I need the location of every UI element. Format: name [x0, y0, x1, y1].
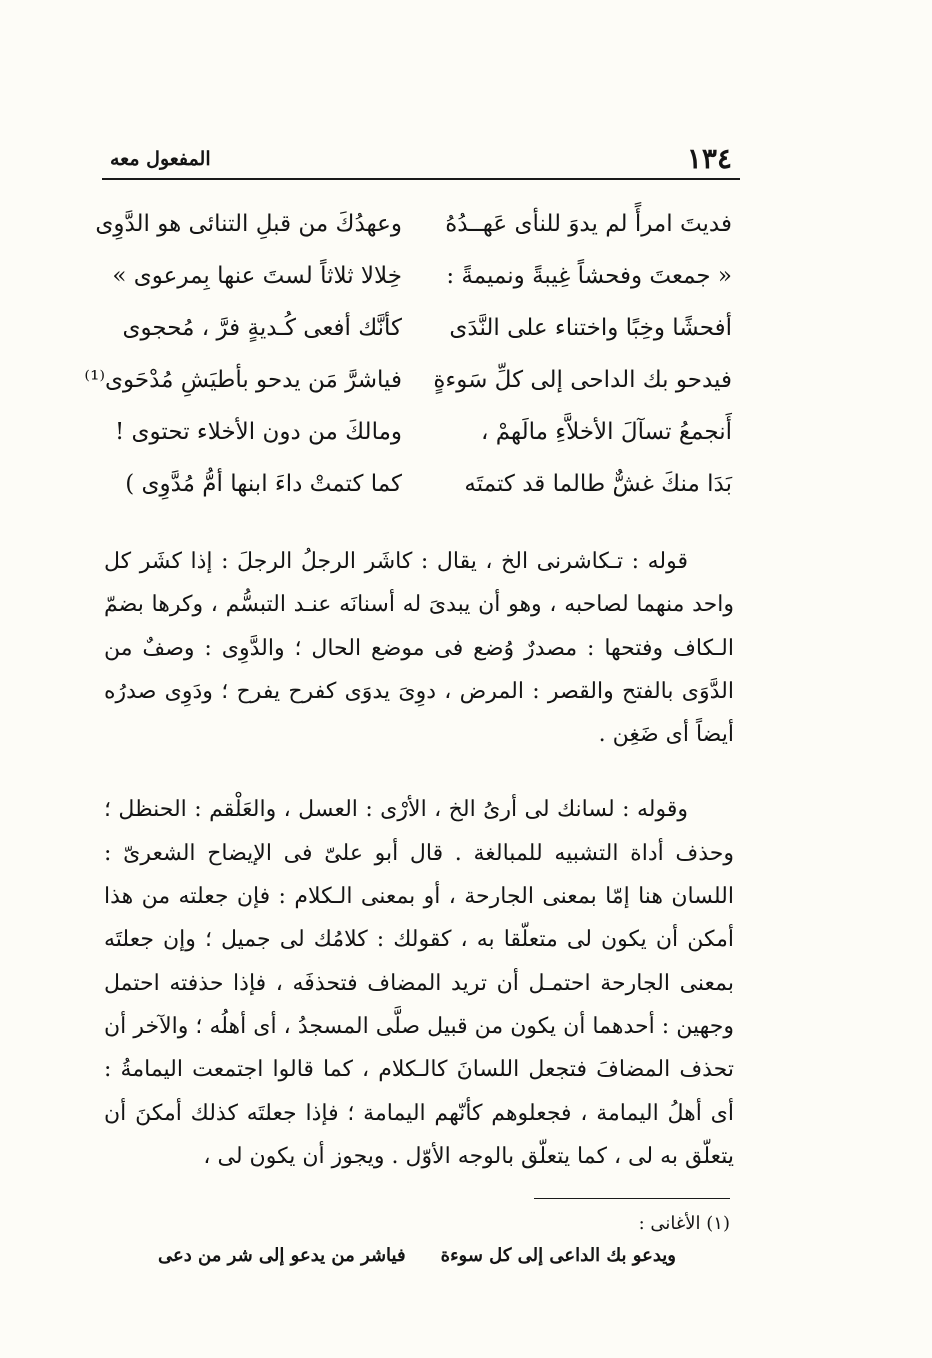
- verse-second-hemistich: خِلالا ثلاثاً لستَ عنها بِمرعوى »: [112, 263, 402, 289]
- page-header: [102, 138, 740, 180]
- footnote-second-hemistich: فياشر من يدعو إلى شر من دعى: [158, 1245, 406, 1266]
- running-title: المفعول معه: [110, 148, 211, 170]
- verse-second-hemistich: فياشرَّ مَن يدحو بأطيَشِ مُدْحَوى⁽¹⁾: [84, 367, 402, 393]
- commentary-text: [104, 540, 734, 1210]
- verse-first-hemistich: أفحشًا وخِبًا واختناء على النَّدَى: [449, 315, 732, 341]
- commentary-paragraph: قوله : تـكاشرنى الخ ، يقال : كاشَر الرجلُ الرجلَ : إذا كشَر كل واحد منهما لصاحبه ، وهو أن يبدىَ له أسنانَه عنـد التبسُّم ، وكرها بضمّ الـكاف وفتحها : مصدرٌ وُضع فى موضع الحال ؛ والدَّوِى : وصفٌ من الدَّوَى بالفتح والقصر : المرض ، دوِىَ يدوَى كفرح يفرح ؛ ودَوِى صدرُه أيضاً أى ضَغِن .: [104, 549, 734, 748]
- footnote-verse: [102, 1240, 734, 1272]
- verse-line: [84, 354, 740, 406]
- verse-first-hemistich: فديتَ امرأً لم يدوَ للنأى عَهــدُهُ: [445, 211, 732, 237]
- verse-second-hemistich: ومالكَ من دون الأخلاء تحتوى !: [114, 419, 402, 445]
- verse-line: [102, 458, 740, 510]
- verse-line: [102, 406, 740, 458]
- verse-first-hemistich: بَدَا منكَ غشٌّ طالما قد كتمتَه: [464, 471, 732, 497]
- poem-verses: [84, 198, 740, 510]
- verse-first-hemistich: « جمعتَ وفحشاً غِيبةً ونميمةً :: [446, 263, 732, 289]
- verse-first-hemistich: فيدحو بك الداحى إلى كلِّ سَوءةٍ: [433, 367, 732, 393]
- footnote: [102, 1208, 734, 1272]
- verse-second-hemistich: كما كتمتْ داءَ ابنها أمُّ مُدَّوِى ): [125, 471, 402, 497]
- verse-line: [102, 250, 740, 302]
- verse-line: [102, 302, 740, 354]
- footnote-label: (١) الأغانى :: [638, 1213, 730, 1234]
- commentary-paragraph: وقوله : لسانك لى أرىُ الخ ، الأرْى : العسل ، والعَلْقم : الحنظل ؛ وحذف أداة التشبيه للمبالغة . قال أبو علىّ فى الإيضاح الشعرىّ : اللسان هنا إمّا بمعنى الجارحة ، أو بمعنى الـكلام : فإن جعلته من هذا أمكن أن يكون لى متعلّقا به ، كقولك : كلامُك لى جميل ؛ وإن جعلتَه بمعنى الجارحة احتمـل أن تريد المضاف فتحذفَه ، فإذا حذفته احتمل وجهين : أحدهما أن يكون من قبيل صلَّى المسجدُ ، أى أهلُه ؛ والآخر أن تحذف المضافَ فتجعل اللسانَ كالـكلام ، كما قالوا اجتمعت اليمامةُ : أى أهلُ اليمامة ، فجعلوهم كأنّهم اليمامة ؛ فإذا جعلتَه كذلك أمكنَ أن يتعلّق به لى ، كما يتعلّق بالوجه الأوّل . ويجوز أن يكون لى ،: [104, 797, 734, 1169]
- verse-first-hemistich: أَنجمعُ تسآلَ الأخلاَّءِ مالَهمْ ،: [481, 419, 732, 445]
- footnote-first-hemistich: ويدعو بك الداعى إلى كل سوءة: [440, 1245, 676, 1266]
- verse-second-hemistich: وعهدُكَ من قبلِ التنائى هو الدَّوِى: [95, 211, 402, 237]
- footnote-divider: [534, 1198, 730, 1199]
- page-number: ١٣٤: [686, 142, 732, 175]
- verse-line: [95, 198, 740, 250]
- verse-second-hemistich: كأنَّك أفعى كُـديةٍ فرَّ ، مُحجوى: [122, 315, 402, 341]
